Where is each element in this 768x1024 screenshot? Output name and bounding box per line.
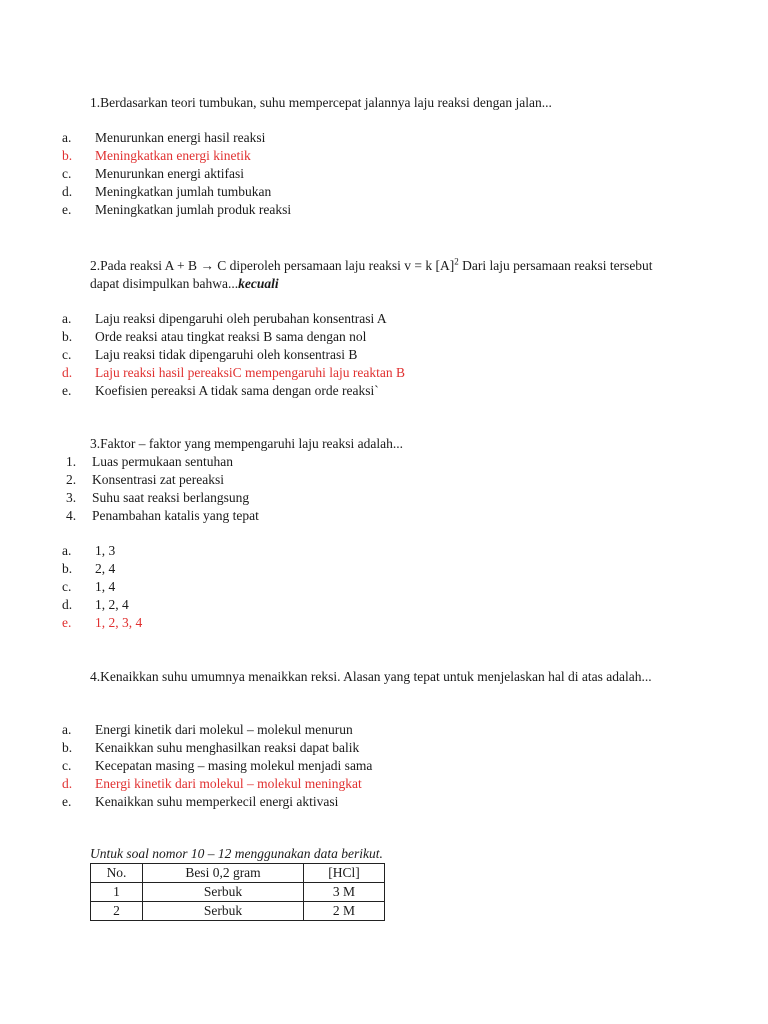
cell-no: 2 <box>91 902 143 921</box>
option-e: e. Kenaikkan suhu memperkecil energi aktivasi <box>62 794 339 809</box>
option-d-answer: d. Energi kinetik dari molekul – molekul meningkat <box>62 776 362 791</box>
cell-besi: Serbuk <box>143 902 304 921</box>
factor-2: 2. Konsentrasi zat pereaksi <box>66 472 224 487</box>
option-c: c. Laju reaksi tidak dipengaruhi oleh konsentrasi B <box>62 347 358 362</box>
option-e: e. Meningkatkan jumlah produk reaksi <box>62 202 292 217</box>
table-note: Untuk soal nomor 10 – 12 menggunakan data berikut. <box>90 846 383 861</box>
table-header-row <box>91 864 385 883</box>
option-a: a. Energi kinetik dari molekul – molekul menurun <box>62 722 353 737</box>
question-4: 4.Kenaikkan suhu umumnya menaikkan reksi. Alasan yang tepat untuk menjelaskan hal di atas adalah... <box>90 669 652 684</box>
option-a: a. 1, 3 <box>62 543 116 558</box>
option-d-answer: d. Laju reaksi hasil pereaksiC mempengaruhi laju reaktan B <box>62 365 406 380</box>
option-a: a. Laju reaksi dipengaruhi oleh perubahan konsentrasi A <box>62 311 387 326</box>
cell-no: 1 <box>91 883 143 902</box>
header-no: No. <box>91 864 143 883</box>
factor-1: 1. Luas permukaan sentuhan <box>66 454 233 469</box>
question-3-options <box>62 542 142 632</box>
question-1-options <box>62 129 291 219</box>
question-2: 2.Pada reaksi A + B → C diperoleh persamaan laju reaksi v = k $[A]^2$ Dari laju persamaan reaksi tersebut dapat disimpulkan bahwa...kecuali <box>90 256 653 291</box>
question-3: 3.Faktor – faktor yang mempengaruhi laju reaksi adalah... <box>90 436 404 451</box>
option-c: c. Menurunkan energi aktifasi <box>62 166 244 181</box>
header-hcl: [HCl] <box>304 864 385 883</box>
question-2-options <box>62 310 405 400</box>
cell-hcl: 3 M <box>304 883 385 902</box>
question-1: 1.Berdasarkan teori tumbukan, suhu mempercepat jalannya laju reaksi dengan jalan... <box>90 95 552 110</box>
factor-4: 4. Penambahan katalis yang tepat <box>66 508 259 523</box>
option-e-answer: e. 1, 2, 3, 4 <box>62 615 143 630</box>
option-b: b. Kenaikkan suhu menghasilkan reaksi dapat balik <box>62 740 360 755</box>
question-4-options <box>62 721 372 811</box>
header-besi: Besi 0,2 gram <box>143 864 304 883</box>
option-a: a. Menurunkan energi hasil reaksi <box>62 130 266 145</box>
option-b: b. Orde reaksi atau tingkat reaksi B sama dengan nol <box>62 329 367 344</box>
table-row <box>91 902 385 921</box>
option-d: d. 1, 2, 4 <box>62 597 129 612</box>
option-d: d. Meningkatkan jumlah tumbukan <box>62 184 272 199</box>
question-3-factors <box>66 453 259 525</box>
cell-hcl: 2 M <box>304 902 385 921</box>
cell-besi: Serbuk <box>143 883 304 902</box>
factor-3: 3. Suhu saat reaksi berlangsung <box>66 490 250 505</box>
option-e: e. Koefisien pereaksi A tidak sama dengan orde reaksi` <box>62 383 379 398</box>
option-c: c. Kecepatan masing – masing molekul menjadi sama <box>62 758 373 773</box>
table-row <box>91 883 385 902</box>
option-c: c. 1, 4 <box>62 579 116 594</box>
option-b-answer: b. Meningkatkan energi kinetik <box>62 148 251 163</box>
kecuali-emphasis: kecuali <box>238 276 279 291</box>
data-table <box>90 863 385 921</box>
option-b: b. 2, 4 <box>62 561 116 576</box>
